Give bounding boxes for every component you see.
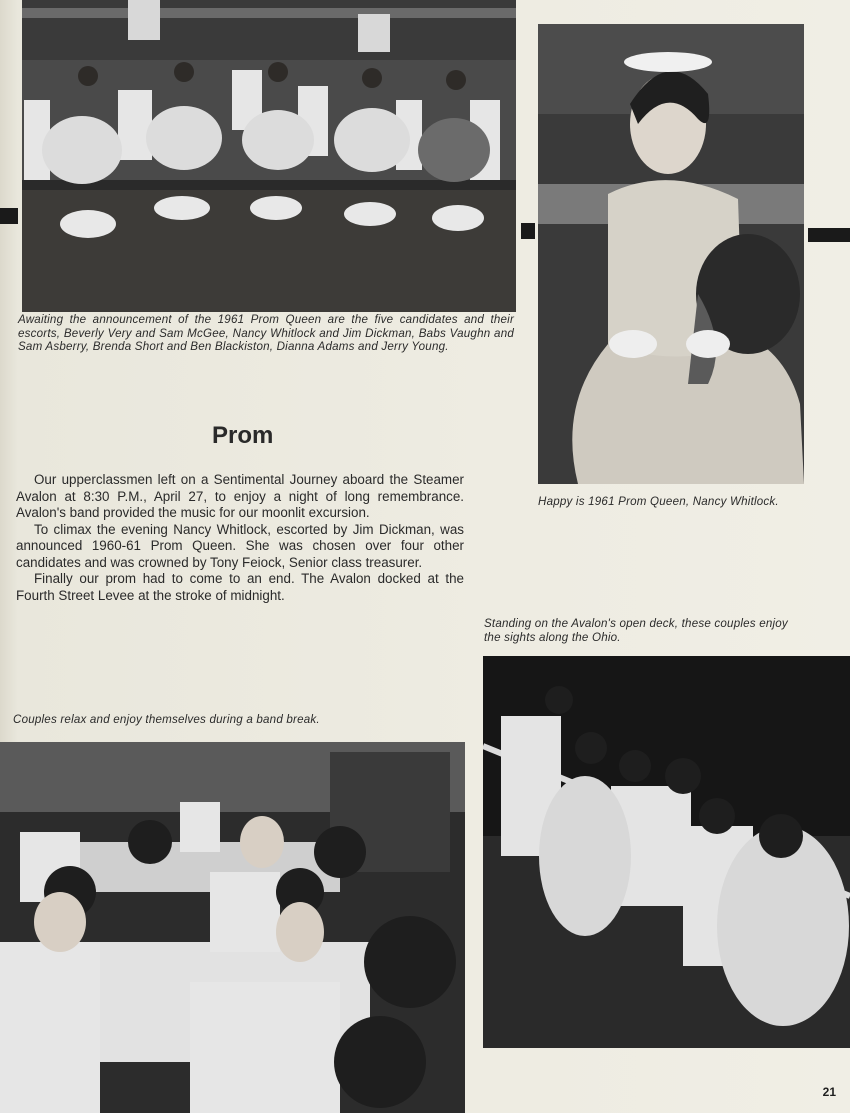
article-paragraph: To climax the evening Nancy Whitlock, escorted by Jim Dickman, was announced 1960-61 Prom Queen. She was chosen over four other candidates and was crowned by Tony Feiock, Senior class treasurer.: [16, 521, 464, 570]
article-title: Prom: [212, 422, 274, 449]
margin-tab-left: [0, 208, 18, 224]
candidates-photo: [22, 0, 516, 312]
queen-photo: [538, 24, 804, 484]
article-body: [16, 472, 464, 604]
deck-caption: Standing on the Avalon's open deck, these couples enjoy the sights along the Ohio.: [484, 617, 788, 644]
queen-caption: Happy is 1961 Prom Queen, Nancy Whitlock.: [538, 495, 779, 508]
margin-tab-middle: [521, 223, 535, 239]
margin-tab-right: [808, 228, 850, 242]
deck-photo: [483, 656, 850, 1048]
article-paragraph: Finally our prom had to come to an end. The Avalon docked at the Fourth Street Levee at the stroke of midnight.: [16, 571, 464, 603]
candidates-caption: Awaiting the announcement of the 1961 Prom Queen are the five candidates and their escorts, Beverly Very and Sam McGee, Nancy Whitlock and Jim Dickman, Babs Vaughn and Sam Asberry, Brenda Short and Ben Blackiston, Dianna Adams and Jerry Young.: [18, 313, 514, 354]
page-number: 21: [822, 1085, 836, 1099]
tables-photo: [0, 742, 465, 1113]
tables-caption: Couples relax and enjoy themselves during a band break.: [13, 713, 320, 726]
article-paragraph: Our upperclassmen left on a Sentimental Journey aboard the Steamer Avalon at 8:30 P.M., April 27, to enjoy a night of long remembrance. Avalon's band provided the music for our moonlit excursion.: [16, 472, 464, 520]
